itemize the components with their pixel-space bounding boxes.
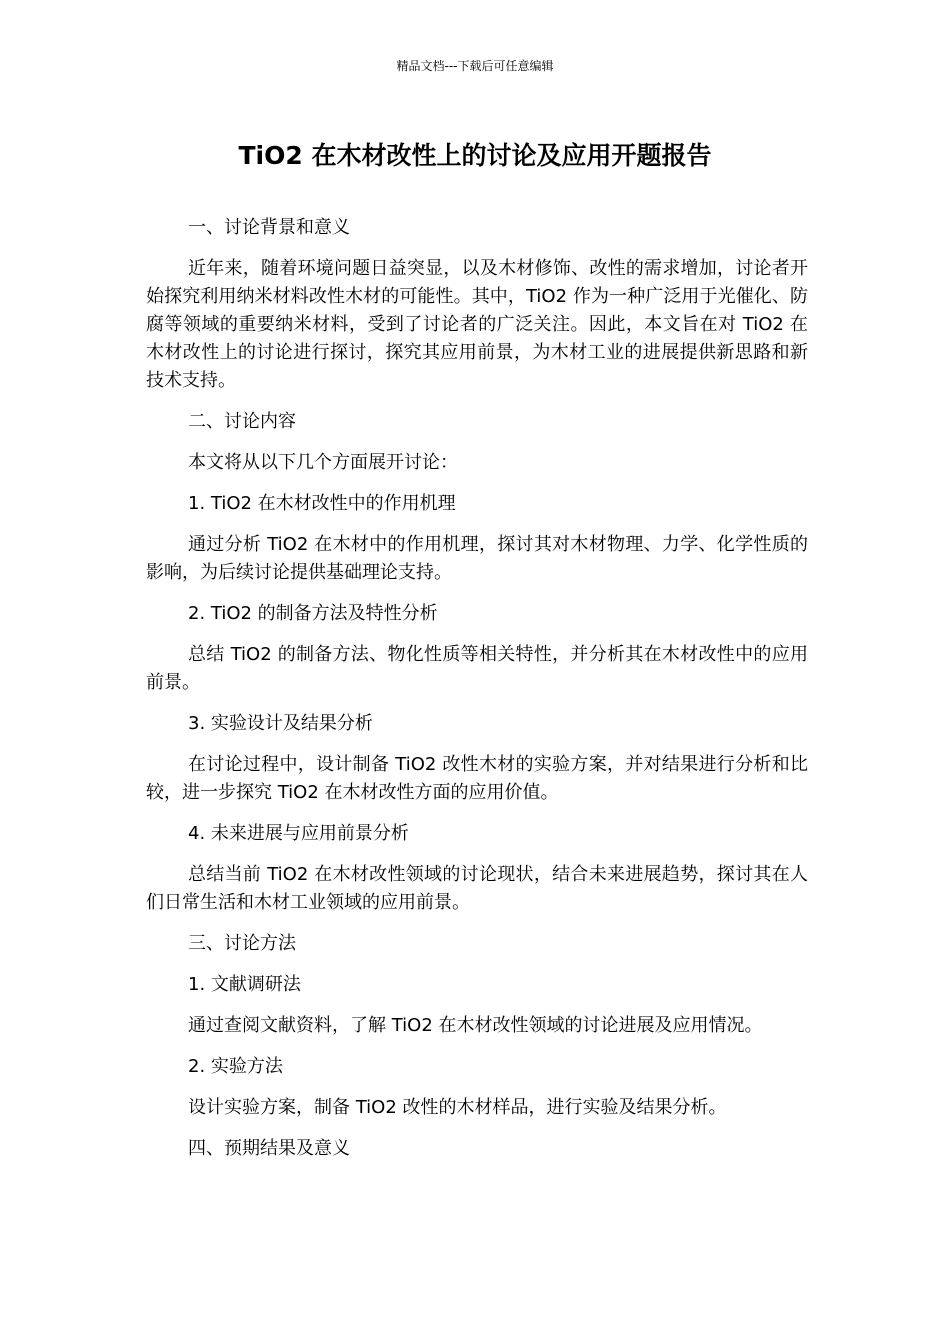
section-heading-methods: 三、讨论方法 [188, 933, 296, 954]
document-body [146, 214, 808, 1176]
subheading-literature: 1. 文献调研法 [188, 974, 301, 995]
paragraph-preparation: 总结 TiO2 的制备方法、物化性质等相关特性，并分析其在木材改性中的应用前景。 [146, 644, 808, 693]
subheading-mechanism: 1. TiO2 在木材改性中的作用机理 [188, 493, 456, 514]
paragraph-literature: 通过查阅文献资料，了解 TiO2 在木材改性领域的讨论进展及应用情况。 [188, 1015, 763, 1036]
paragraph-experimental-method: 设计实验方案，制备 TiO2 改性的木材样品，进行实验及结果分析。 [188, 1097, 727, 1118]
document-title: TiO2 在木材改性上的讨论及应用开题报告 [238, 141, 712, 170]
paragraph-background: 近年来，随着环境问题日益突显，以及木材修饰、改性的需求增加，讨论者开始探究利用纳米材料改性木材的可能性。其中，TiO2 作为一种广泛用于光催化、防腐等领域的重要纳米材料，受到了讨论者的广泛关注。因此，本文旨在对 TiO2 在木材改性上的讨论进行探讨，探究其应用前景，为木材工业的进展提供新思路和新技术支持。 [146, 258, 808, 391]
paragraph-experiment: 在讨论过程中，设计制备 TiO2 改性木材的实验方案，并对结果进行分析和比较，进一步探究 TiO2 在木材改性方面的应用价值。 [146, 754, 808, 803]
paragraph-prospects: 总结当前 TiO2 在木材改性领域的讨论现状，结合未来进展趋势，探讨其在人们日常生活和木材工业领域的应用前景。 [146, 864, 808, 913]
subheading-preparation: 2. TiO2 的制备方法及特性分析 [188, 603, 438, 624]
subheading-experiment: 3. 实验设计及结果分析 [188, 713, 373, 734]
section-heading-expected-results: 四、预期结果及意义 [188, 1138, 350, 1159]
page-header-note: 精品文档---下载后可任意编辑 [396, 59, 554, 73]
paragraph-mechanism: 通过分析 TiO2 在木材中的作用机理，探讨其对木材物理、力学、化学性质的影响，为后续讨论提供基础理论支持。 [146, 534, 808, 583]
subheading-prospects: 4. 未来进展与应用前景分析 [188, 823, 409, 844]
subheading-experimental-method: 2. 实验方法 [188, 1056, 283, 1077]
section-heading-background: 一、讨论背景和意义 [188, 217, 350, 238]
content-intro-line: 本文将从以下几个方面展开讨论： [188, 452, 458, 473]
section-heading-content: 二、讨论内容 [188, 411, 296, 432]
